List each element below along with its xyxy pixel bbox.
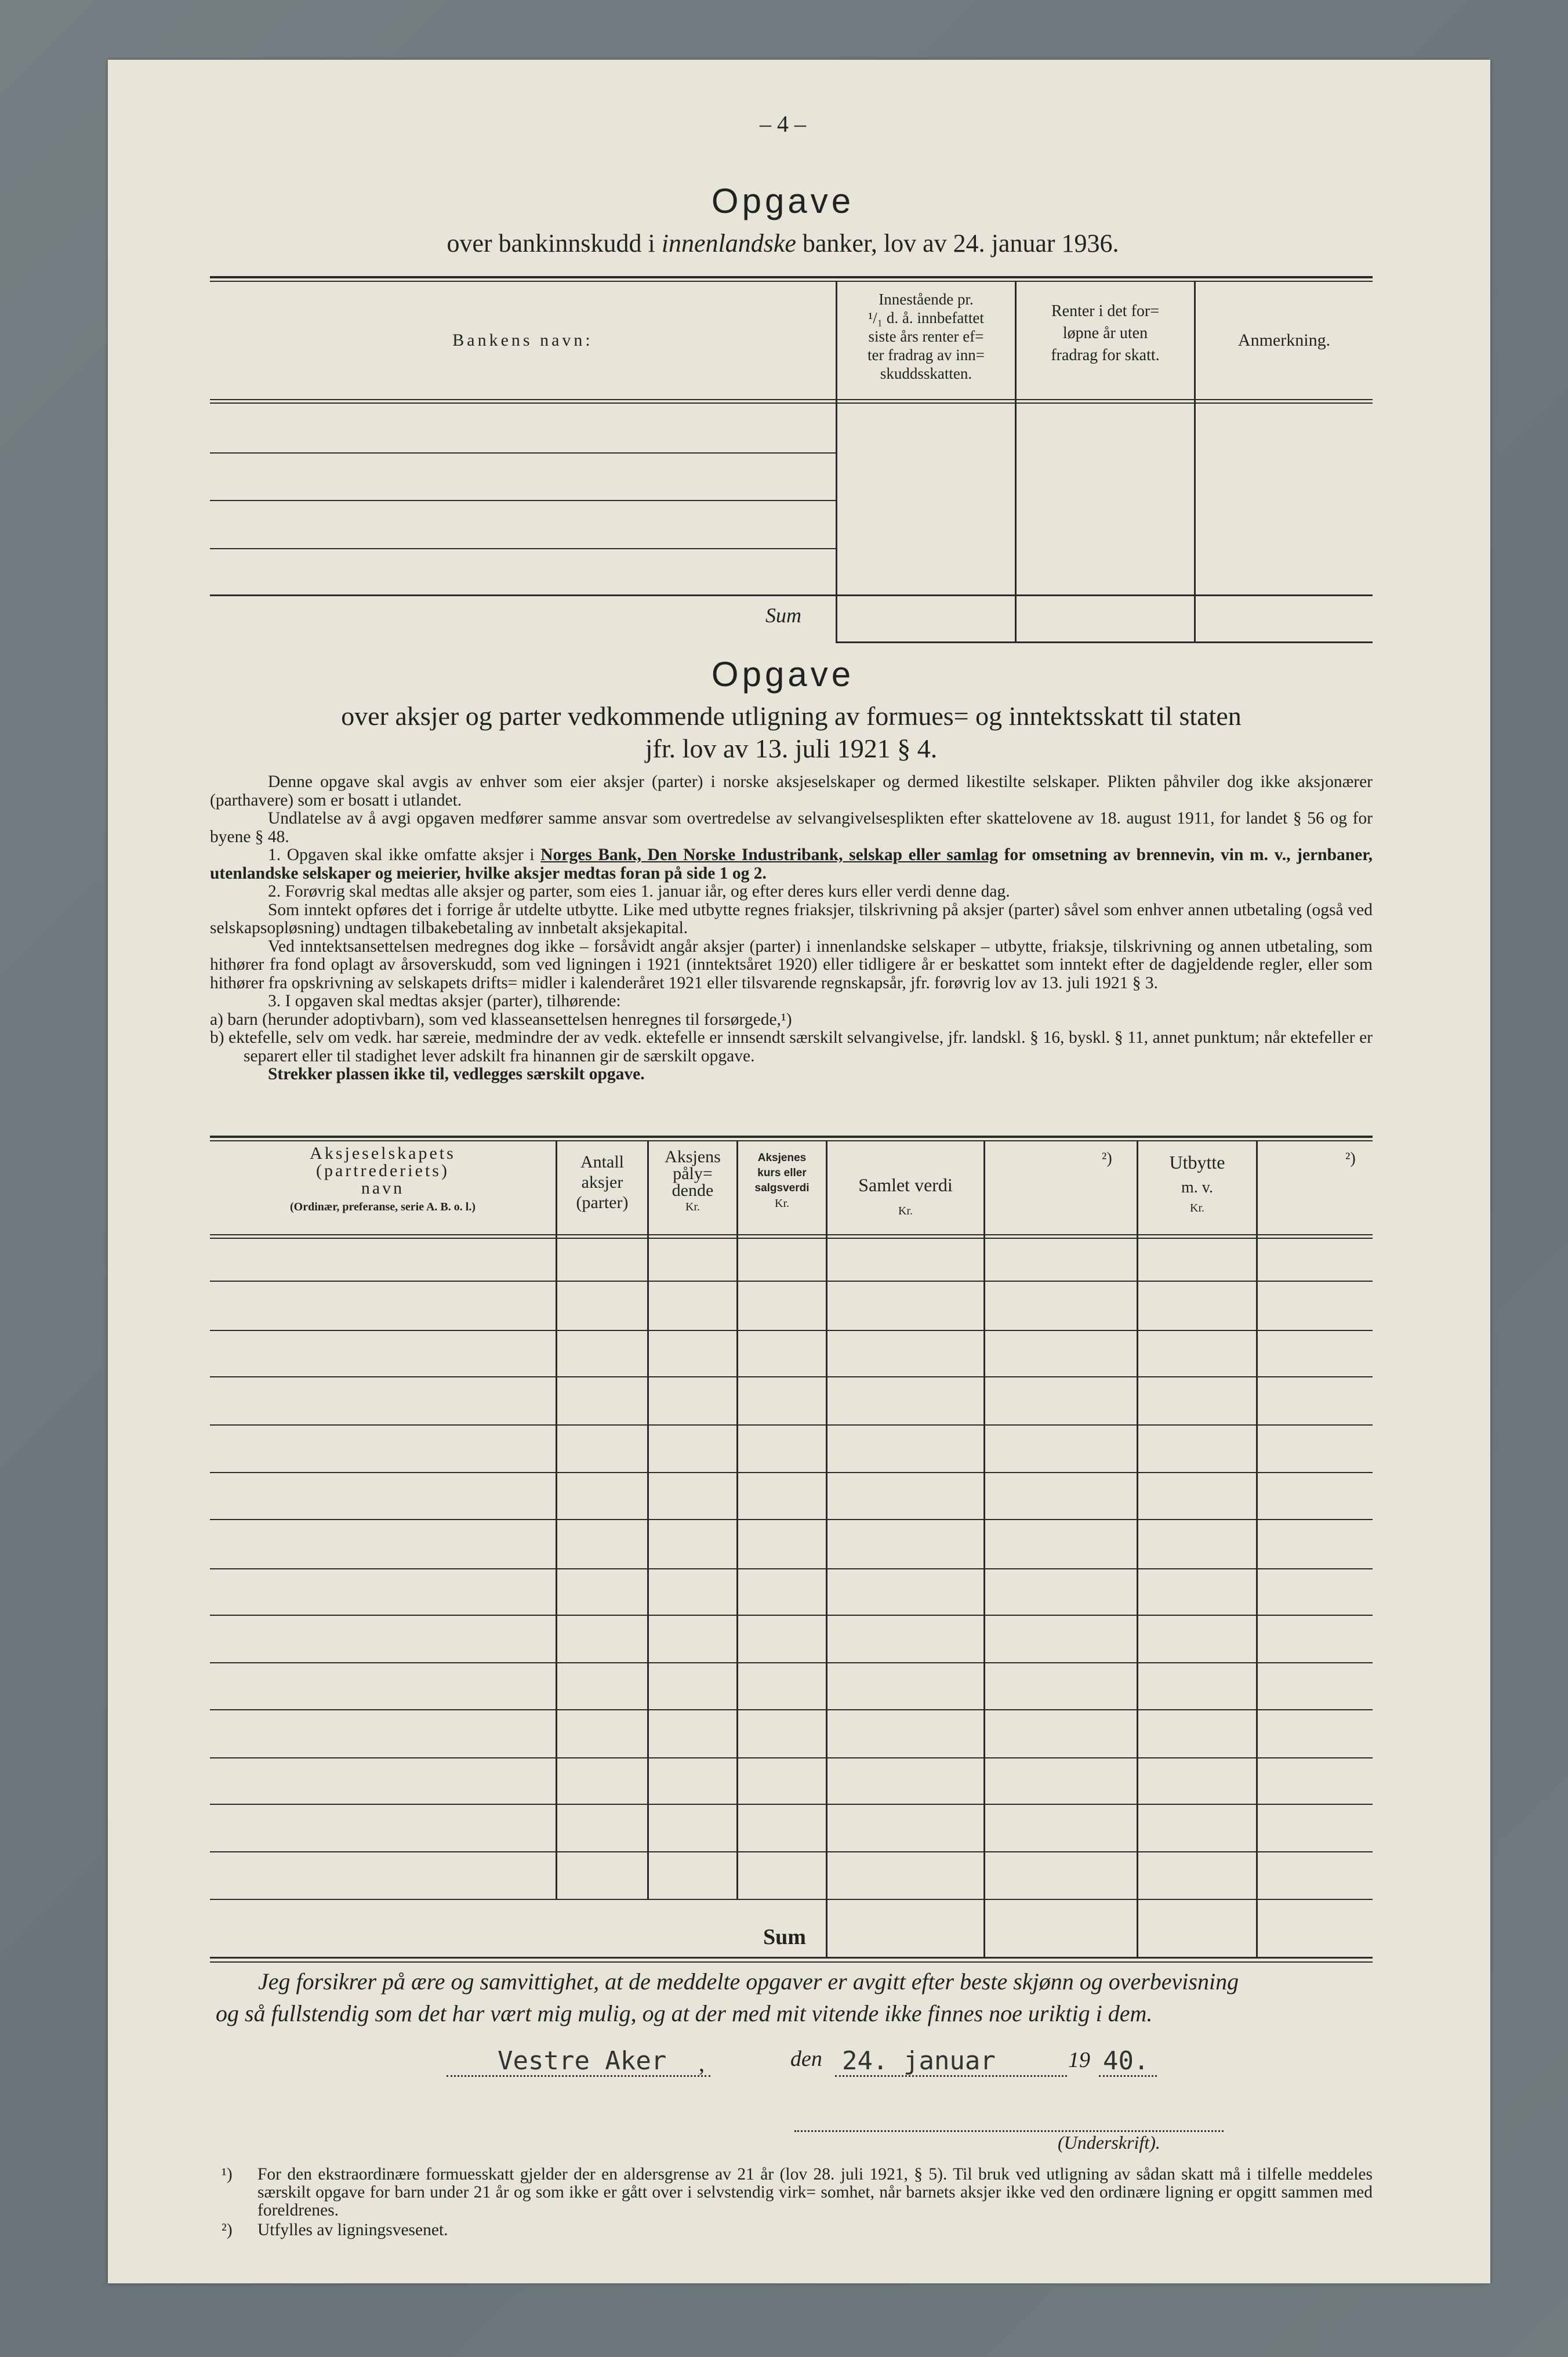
instruction-para-1: Denne opgave skal avgis av enhver som eier aksjer (parter) i norske aksjeselskaper og dermed likestilte selskaper. Plikten påhviler dog ikke aksjonærer (parthavere) som er bosatt i utlandet. [210,773,1373,810]
footnote-1: For den ekstraordinære formuesskatt gjelder der en aldersgrense av 21 år (lov 28. juli 1921, § 5). Til bruk ved utligning av sådan skatt må i tilfelle meddeles særskilt opgave for barn under 21 år og som ikke er gått over i selvstendig virk= somhet, når barnets aksjer ikke ved den ordinære ligning er opgitt sammen med foreldrenes. [257,2165,1373,2220]
year-value: 40. [1103,2046,1149,2076]
place-dotted-line [447,2075,710,2077]
instructions [210,773,1373,1084]
col-total: Samlet verdi Kr. [858,1174,953,1217]
place-comma: , [699,2050,705,2076]
bank-sum-label: Sum [765,604,801,627]
instruction-para-7: 3. I opgaven skal medtas aksjer (parter), tilhørende: [268,992,621,1010]
col-fn-mark-b: ²) [1345,1150,1356,1167]
footnote-2: Utfylles av ligningsvesenet. [257,2221,448,2239]
col-count: Antall aksjer (parter) [576,1152,629,1212]
instruction-para-2: Undlatelse av å avgi opgaven medfører samme ansvar som overtredelse av selvangivelsesplikten efter skattelovene av 18. august 1911, for landet § 56 og for byene § 48. [210,809,1373,846]
signature-label: (Underskrift). [1058,2132,1160,2153]
instruction-item-a: a) barn (herunder adoptivbarn), som ved klasseansettelsen henregnes til forsørgede,¹) [210,1010,792,1029]
col-market: Aksjenes kurs eller salgsverdi Kr. [754,1152,810,1210]
instruction-para-6: Ved inntektsansettelsen medregnes dog ikke – forsåvidt angår aksjer (parter) i innenlandske selskaper – utbytte, friaksje, tilskrivning og annen utbetaling, som hithører fra fond oplagt av årsoverskudd, som ved ligningen i 1921 (inntektsåret 1920) eller tidligere år er beskattet som inntekt efter de dagjeldende regler, eller som hithører fra opskrivning av selskapets drifts= midler i kalenderåret 1921 eller tilsvarende regnskapsår, jfr. forøvrig lov av 13. juli 1921 § 3. [210,937,1373,992]
place-value: Vestre Aker [498,2046,667,2076]
col-fn-mark-a: ²) [1102,1150,1112,1167]
bank-subtitle: over bankinnskudd i innenlandske banker, lov av 24. januar 1936. [447,229,1119,258]
instruction-para-5: Som inntekt opføres det i forrige år utdelte utbytte. Like med utbytte regnes friaksjer, tilskrivning på aksjer (parter) såvel som enhver annen utbetaling (også ved selskapsopløsning) undtagen tilbakebetaling av innbetalt aksjekapital. [210,900,1373,937]
shares-sum-label: Sum [763,1925,806,1949]
page-number: – 4 – [760,111,806,137]
year-dotted-line [1099,2075,1157,2077]
year-prefix: 19 [1068,2048,1090,2072]
instruction-para-4: 2. Forøvrig skal medtas alle aksjer og parter, som eies 1. januar iår, og efter deres kurs eller verdi denne dag. [268,882,1010,901]
footnote-2-mark: ²) [222,2221,233,2239]
date-dotted-line [835,2075,1067,2077]
instruction-para-3: 1. Opgaven skal ikke omfatte aksjer i Norges Bank, Den Norske Industribank, selskap eller samlag for omsetning av brennevin, vin m. v., jernbaner, utenlandske selskaper og meierier, hvilke aksjer medtas foran på side 1 og 2. [210,846,1373,883]
instruction-item-b: b) ektefelle, selv om vedk. har særeie, medmindre der av vedk. ektefelle er innsendt særskilt selvangivelse, jfr. landskl. § 16, byskl. § 11, annet punktum; når ektefeller er separert eller til stadighet lever adskilt fra hinannen gir de særskilt opgave. [210,1028,1373,1065]
col-deposit: Innestående pr. ¹/₁ d. å. innbefattet siste års renter ef= ter fradrag av inn= skuddsskatten. [868,291,985,382]
col-par: Aksjens påly= dende Kr. [665,1147,721,1213]
col-company: Aksjeselskapets (partrederiets) navn (Ordinær, preferanse, serie A. B. o. l.) [290,1144,476,1213]
col-bank-name: Bankens navn: [452,331,593,350]
col-dividend: Utbytte m. v. Kr. [1169,1152,1225,1214]
date-value: 24. januar [842,2046,996,2076]
footnote-1-mark: ¹) [222,2165,233,2184]
col-remark: Anmerkning. [1237,331,1331,350]
col-interest: Renter i det for= løpne år uten fradrag for skatt. [1051,302,1160,364]
shares-subtitle-1: over aksjer og parter vedkommende utligning av formues= og inntektsskatt til staten [341,701,1242,731]
declaration-line-2: og så fullstendig som det har vært mig mulig, og at der med mit vitende ikke finnes noe uriktig i dem. [216,2000,1153,2026]
instruction-note: Strekker plassen ikke til, vedlegges særskilt opgave. [268,1065,645,1083]
bank-title: Opgave [711,182,855,220]
shares-subtitle-2: jfr. lov av 13. juli 1921 § 4. [645,734,938,763]
den-label: den [790,2047,822,2071]
declaration-line-1: Jeg forsikrer på ære og samvittighet, at de meddelte opgaver er avgitt efter beste skjønn og overbevisning [258,1968,1239,1995]
shares-title: Opgave [711,655,855,694]
